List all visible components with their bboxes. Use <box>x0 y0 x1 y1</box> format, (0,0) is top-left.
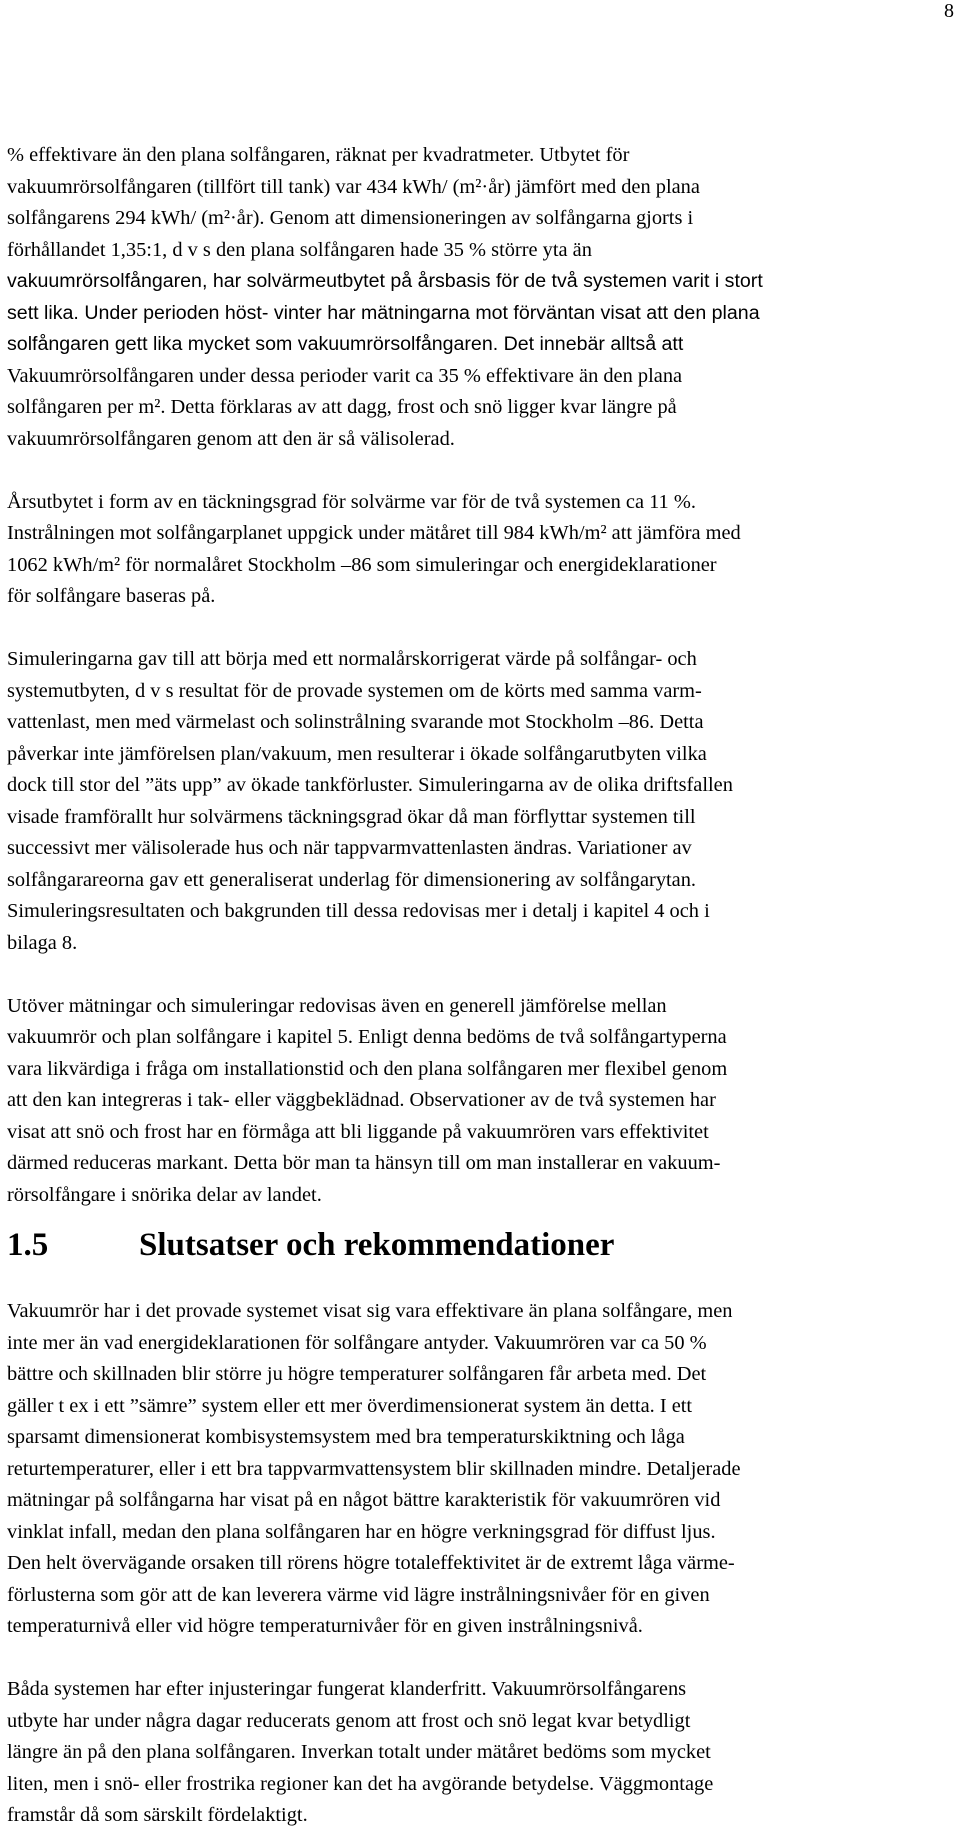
paragraph-line: Vakuumrör har i det provade systemet visat sig vara effektivare än plana solfångare, men <box>7 1300 733 1322</box>
paragraph-line: inte mer än vad energideklarationen för solfångare antyder. Vakuumrören var ca 50 % <box>7 1331 707 1354</box>
paragraph-line: solfångarens 294 kWh/ (m²·år). Genom att dimensioneringen av solfångarna gjorts i <box>7 207 694 229</box>
paragraph-line: Vakuumrörsolfångaren under dessa perioder varit ca 35 % effektivare än den plana <box>7 364 683 387</box>
paragraph-line: påverkar inte jämförelsen plan/vakuum, men resulterar i ökade solfångarutbyten vilka <box>7 742 707 765</box>
section-heading <box>7 1225 957 1265</box>
page-content <box>7 140 957 1832</box>
paragraph-1 <box>7 140 957 455</box>
section-number: 1.5 <box>7 1227 49 1263</box>
paragraph-3 <box>7 644 957 959</box>
paragraph-line: längre än på den plana solfångaren. Inverkan totalt under mätåret bedöms som mycket <box>7 1741 711 1763</box>
paragraph-line: Båda systemen har efter injusteringar fungerat klanderfritt. Vakuumrörsolfångarens <box>7 1678 687 1700</box>
paragraph-line: 1062 kWh/m² för normalåret Stockholm –86 som simuleringar och energideklarationer <box>7 553 717 576</box>
paragraph-line: visat att snö och frost har en förmåga att bli liggande på vakuumrören vars effektivitet <box>7 1120 709 1143</box>
paragraph-line: visade framförallt hur solvärmens täckningsgrad ökar då man förflyttar systemen till <box>7 805 696 828</box>
paragraph-line: Simuleringsresultaten och bakgrunden till dessa redovisas mer i detalj i kapitel 4 och i <box>7 900 710 922</box>
paragraph-line: vakuumrör och plan solfångare i kapitel 5. Enligt denna bedöms de två solfångartyperna <box>7 1026 727 1048</box>
paragraph-line: solfångaren per m². Detta förklaras av att dagg, frost och snö ligger kvar längre på <box>7 396 677 418</box>
paragraph-line: rörsolfångare i snörika delar av landet. <box>7 1183 322 1206</box>
paragraph-line: förlusterna som gör att de kan leverera värme vid lägre instrålningsnivåer för en given <box>7 1583 710 1606</box>
paragraph-line: dock till stor del ”äts upp” av ökade tankförluster. Simuleringarna av de olika driftsfallen <box>7 774 733 796</box>
paragraph-line: % effektivare än den plana solfångaren, räknat per kvadratmeter. Utbytet för <box>7 144 630 166</box>
paragraph-line: vara likvärdiga i fråga om installationstid och den plana solfångaren mer flexibel genom <box>7 1057 728 1080</box>
paragraph-line: mätningar på solfångarna har visat på en något bättre karakteristik för vakuumrören vid <box>7 1489 721 1511</box>
paragraph-line: gäller t ex i ett ”sämre” system eller ett mer överdimensionerat system än detta. I ett <box>7 1394 693 1417</box>
paragraph-line: vakuumrörsolfångaren, har solvärmeutbytet på årsbasis för de två systemen varit i stort <box>7 270 763 292</box>
paragraph-line: successivt mer välisolerade hus och när tappvarmvattenlasten ändras. Variationer av <box>7 837 692 859</box>
paragraph-line: solfångaren gett lika mycket som vakuumrörsolfångaren. Det innebär alltså att <box>7 333 684 355</box>
paragraph-line: därmed reduceras markant. Detta bör man ta hänsyn till om man installerar en vakuum- <box>7 1152 721 1174</box>
page-number: 8 <box>944 0 954 22</box>
paragraph-line: vakuumrörsolfångaren (tillfört till tank) var 434 kWh/ (m²·år) jämfört med den plana <box>7 175 700 198</box>
paragraph-line: Instrålningen mot solfångarplanet uppgick under mätåret till 984 kWh/m² att jämföra med <box>7 522 741 544</box>
paragraph-line: vinklat infall, medan den plana solfångaren har en högre verkningsgrad för diffust ljus. <box>7 1520 716 1543</box>
paragraph-4 <box>7 991 957 1212</box>
paragraph-5 <box>7 1296 957 1643</box>
paragraph-line: systemutbyten, d v s resultat för de provade systemen om de körts med samma varm- <box>7 679 702 702</box>
paragraph-line: sett lika. Under perioden höst- vinter har mätningarna mot förväntan visat att den plana <box>7 301 760 324</box>
paragraph-line: Utöver mätningar och simuleringar redovisas även en generell jämförelse mellan <box>7 994 667 1017</box>
paragraph-line: Simuleringarna gav till att börja med ett normalårskorrigerat värde på solfångar- och <box>7 648 697 670</box>
paragraph-line: returtemperaturer, eller i ett bra tappvarmvattensystem blir skillnaden mindre. Detaljerade <box>7 1457 741 1480</box>
paragraph-line: solfångarareorna gav ett generaliserat underlag för dimensionering av solfångarytan. <box>7 868 697 891</box>
paragraph-line: bättre och skillnaden blir större ju högre temperaturer solfångaren får arbeta med. Det <box>7 1363 707 1385</box>
paragraph-line: framstår då som särskilt fördelaktigt. <box>7 1804 308 1826</box>
paragraph-line: vattenlast, men med värmelast och solinstrålning svarande mot Stockholm –86. Detta <box>7 711 704 733</box>
paragraph-line: vakuumrörsolfångaren genom att den är så välisolerad. <box>7 427 455 450</box>
paragraph-line: temperaturnivå eller vid högre temperaturnivåer för en given instrålningsnivå. <box>7 1615 643 1637</box>
paragraph-line: sparsamt dimensionerat kombisystemsystem med bra temperaturskiktning och låga <box>7 1426 685 1448</box>
paragraph-6 <box>7 1674 957 1832</box>
section-title: Slutsatser och rekommendationer <box>139 1227 615 1263</box>
paragraph-line: att den kan integreras i tak- eller väggbeklädnad. Observationer av de två systemen har <box>7 1089 716 1111</box>
paragraph-line: för solfångare baseras på. <box>7 585 216 607</box>
paragraph-line: Den helt övervägande orsaken till rörens högre totaleffektivitet är de extremt låga värme- <box>7 1552 735 1574</box>
paragraph-line: förhållandet 1,35:1, d v s den plana solfångaren hade 35 % större yta än <box>7 238 592 261</box>
paragraph-line: utbyte har under några dagar reducerats genom att frost och snö legat kvar betydligt <box>7 1709 691 1732</box>
paragraph-line: liten, men i snö- eller frostrika regioner kan det ha avgörande betydelse. Väggmontage <box>7 1772 714 1795</box>
paragraph-line: bilaga 8. <box>7 931 78 954</box>
paragraph-2 <box>7 487 957 613</box>
paragraph-line: Årsutbytet i form av en täckningsgrad för solvärme var för de två systemen ca 11 %. <box>7 490 696 513</box>
